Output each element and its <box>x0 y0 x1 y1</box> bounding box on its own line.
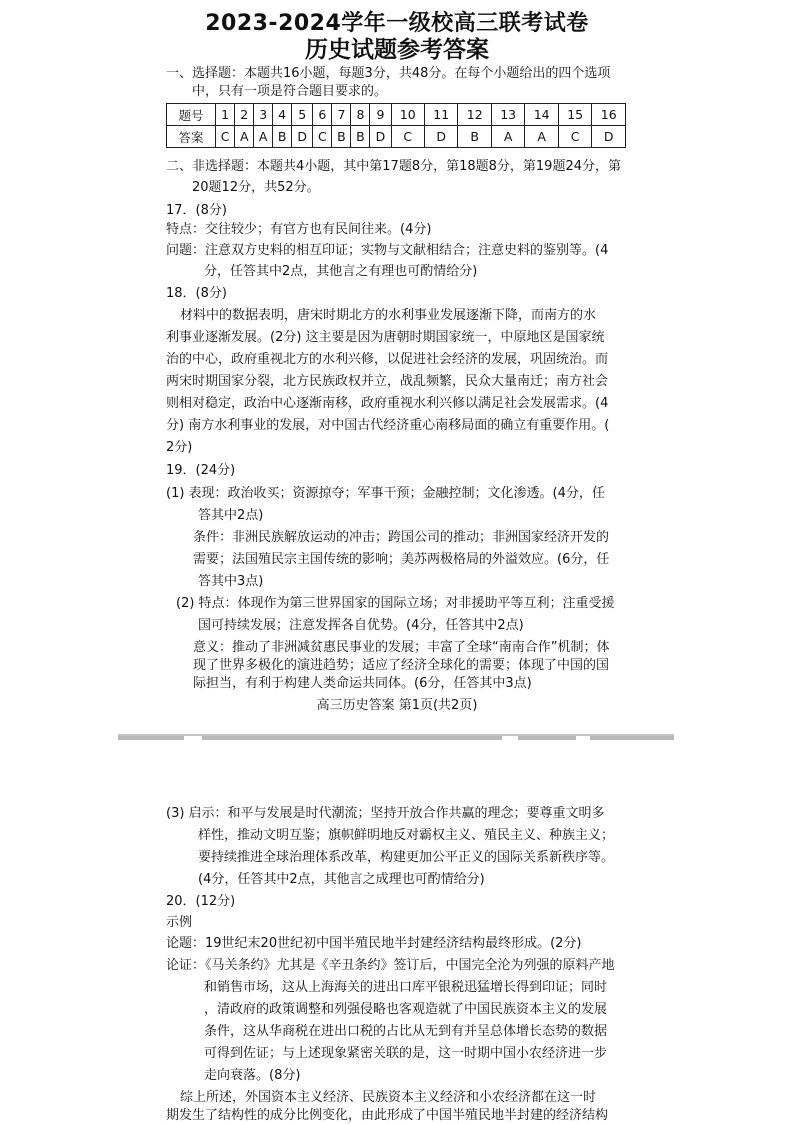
section1-heading-cont: 中，只有一项是符合题目要求的。 <box>192 84 388 99</box>
table-answer-label: 答案 <box>167 126 216 148</box>
q19-part3-line: (4分，任答其中2点，其他言之成理也可酌情给分) <box>198 872 485 887</box>
q18-answer-line: 分) 南方水利事业的发展，对中国古代经济重心南移局面的确立有重要作用。( <box>166 418 610 433</box>
q17-answer-line: 特点：交往较少；有官方也有民间往来。(4分) <box>166 222 432 237</box>
table-header-label: 题号 <box>167 104 216 126</box>
exam-subtitle: 历史试题参考答案 <box>305 37 489 63</box>
answer-table <box>166 103 626 148</box>
answer-cell: C <box>391 126 424 148</box>
q19-part1-line: 需要；法国殖民宗主国传统的影响；美苏两极格局的外溢效应。(6分，任 <box>193 552 610 567</box>
page-footer: 高三历史答案 第1页(共2页) <box>316 698 478 713</box>
q19-part3-line: 样性，推动文明互鉴；旗帜鲜明地反对霸权主义、殖民主义、种族主义； <box>198 828 615 843</box>
q20-summary-line: 综上所述，外国资本主义经济、民族资本主义经济和小农经济都在这一时 <box>180 1090 597 1105</box>
q19-heading: 19．(24分) <box>166 463 236 478</box>
page-break-divider <box>118 733 674 743</box>
section1-heading: 一、选择题：本题共16小题，每题3分，共48分。在每个小题给出的四个选项 <box>166 66 611 81</box>
exam-title: 2023-2024学年一级校高三联考试卷 <box>205 11 589 36</box>
answer-cell: A <box>235 126 254 148</box>
q18-answer-line: 两宋时期国家分裂，北方民族政权并立，战乱频繁，民众大量南迁；南方社会 <box>166 374 609 389</box>
q20-argument-line: 和销售市场，这从上海海关的进出口库平银税迅猛增长得到印证；同时 <box>204 980 608 995</box>
q17-answer-line: 分，任答其中2点，其他言之有理也可酌情给分) <box>204 264 478 279</box>
q20-heading: 20．(12分) <box>166 894 236 909</box>
answer-cell: D <box>292 126 313 148</box>
q17-answer-line: 问题：注意双方史料的相互印证；实物与文献相结合；注意史料的鉴别等。(4 <box>166 243 609 258</box>
answer-cell: A <box>525 126 558 148</box>
q20-argument-line: 走向衰落。(8分) <box>204 1068 301 1083</box>
question-number: 16 <box>592 104 626 126</box>
question-number-row <box>167 104 626 126</box>
q19-part2-line: 现了世界多极化的演进趋势；适应了经济全球化的需要；体现了中国的国 <box>193 658 610 673</box>
answer-cell: D <box>592 126 626 148</box>
question-number: 3 <box>254 104 273 126</box>
q20-example-label: 示例 <box>166 915 193 930</box>
q17-heading: 17．(8分) <box>166 203 227 218</box>
q19-part1-line: (1) 表现：政治收买；资源掠夺；军事干预；金融控制；文化渗透。(4分，任 <box>166 486 605 501</box>
question-number: 5 <box>292 104 313 126</box>
q19-part1-line: 条件：非洲民族解放运动的冲击；跨国公司的推动；非洲国家经济开发的 <box>193 530 610 545</box>
section2-heading: 二、非选择题：本题共4小题，其中第17题8分，第18题8分，第19题24分，第 <box>166 159 621 174</box>
q19-part2-line: 际担当，有利于构建人类命运共同体。(6分，任答其中3点) <box>193 676 532 691</box>
question-number: 8 <box>351 104 370 126</box>
q20-thesis: 论题：19世纪末20世纪初中国半殖民地半封建经济结构最终形成。(2分) <box>166 936 582 951</box>
q19-part3-line: 要持续推进全球治理体系改革，构建更加公平正义的国际关系新秩序等。 <box>198 850 615 865</box>
answer-cell: A <box>491 126 524 148</box>
answer-cell: A <box>254 126 273 148</box>
q18-answer-line: 治的中心，政府重视北方的水利兴修，以促进社会经济的发展，巩固统治。而 <box>166 352 609 367</box>
answer-row <box>167 126 626 148</box>
answer-cell: C <box>216 126 235 148</box>
question-number: 11 <box>424 104 457 126</box>
question-number: 13 <box>491 104 524 126</box>
q19-part2-line: 意义：推动了非洲减贫惠民事业的发展；丰富了全球“南南合作”机制；体 <box>193 640 610 655</box>
q18-heading: 18．(8分) <box>166 286 227 301</box>
question-number: 15 <box>558 104 591 126</box>
q18-answer-line: 材料中的数据表明，唐宋时期北方的水利事业发展逐渐下降，而南方的水 <box>180 308 597 323</box>
question-number: 9 <box>370 104 391 126</box>
question-number: 10 <box>391 104 424 126</box>
question-number: 6 <box>313 104 332 126</box>
answer-cell: C <box>313 126 332 148</box>
answer-cell: D <box>424 126 457 148</box>
answer-cell: B <box>332 126 351 148</box>
answer-cell: D <box>370 126 391 148</box>
answer-cell: B <box>351 126 370 148</box>
q20-summary-line: 期发生了结构性的成分比例变化，由此形成了中国半殖民地半封建的经济结构 <box>166 1108 609 1123</box>
q20-argument-line: 可得到佐证；与上述现象紧密关联的是，这一时期中国小农经济进一步 <box>204 1046 608 1061</box>
q18-answer-line: 利事业逐渐发展。(2分) 这主要是因为唐朝时期国家统一，中原地区是国家统 <box>166 330 605 345</box>
q19-part1-line: 答其中2点) <box>198 508 264 523</box>
question-number: 2 <box>235 104 254 126</box>
question-number: 4 <box>273 104 292 126</box>
question-number: 12 <box>458 104 491 126</box>
q19-part3-line: (3) 启示：和平与发展是时代潮流；坚持开放合作共赢的理念；要尊重文明多 <box>166 806 605 821</box>
question-number: 1 <box>216 104 235 126</box>
q18-answer-line: 则相对稳定，政治中心逐渐南移，政府重视水利兴修以满足社会发展需求。(4 <box>166 396 609 411</box>
q19-part2-line: 国可持续发展；注意发挥各自优势。(4分，任答其中2点) <box>198 618 524 633</box>
section2-heading-cont: 20题12分，共52分。 <box>192 180 320 195</box>
q18-answer-line: 2分) <box>166 440 193 455</box>
answer-cell: B <box>273 126 292 148</box>
question-number: 14 <box>525 104 558 126</box>
q20-argument-line: ，清政府的政策调整和列强侵略也客观造就了中国民族资本主义的发展 <box>204 1002 608 1017</box>
answer-cell: C <box>558 126 591 148</box>
question-number: 7 <box>332 104 351 126</box>
q20-argument-line: 论证：《马关条约》尤其是《辛丑条约》签订后，中国完全沦为列强的原料产地 <box>166 958 615 973</box>
q20-argument-line: 条件，这从华商税在进出口税的占比从无到有并呈总体增长态势的数据 <box>204 1024 608 1039</box>
q19-part1-line: 答其中3点) <box>198 574 264 589</box>
q19-part2-line: (2) 特点：体现作为第三世界国家的国际立场；对非援助平等互利；注重受援 <box>176 596 615 611</box>
answer-cell: B <box>458 126 491 148</box>
